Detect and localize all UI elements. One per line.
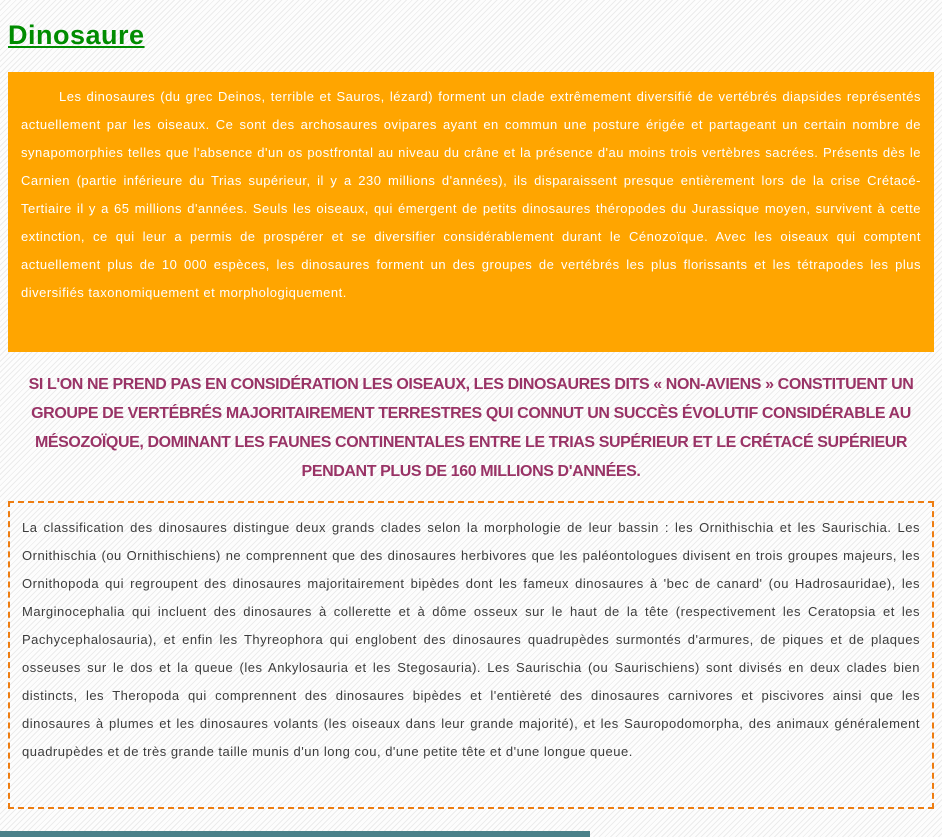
footer-accent-bar: [0, 831, 590, 837]
classification-paragraph: La classification des dinosaures distingue deux grands clades selon la morphologie de leur bassin : les Ornithischia et les Saurischia. Les Ornithischia (ou Ornithischiens) ne comprennent que des dinosaures herbivores que les paléontologues divisent en trois groupes majeurs, les Ornithopoda qui regroupent des dinosaures majoritairement bipèdes dont les fameux dinosaures à 'bec de canard' (ou Hadrosauridae), les Marginocephalia qui incluent des dinosaures à collerette et à dôme osseux sur le haut de la tête (respectivement les Ceratopsia et les Pachycephalosauria), et enfin les Thyreophora qui englobent des dinosaures quadrupèdes surmontés d'armures, de piques et de plaques osseuses sur le dos et la queue (les Ankylosauria et les Stegosauria). Les Saurischia (ou Saurischiens) sont divisés en deux clades bien distincts, les Theropoda qui comprennent des dinosaures bipèdes et l'entièreté des dinosaures carnivores et piscivores ainsi que les dinosaures à plumes et les dinosaures volants (les oiseaux dans leur grande majorité), et les Sauropodomorpha, des animaux généralement quadrupèdes et de très grande taille munis d'un long cou, d'une petite tête et d'une longue queue.: [22, 520, 920, 759]
intro-paragraph: Les dinosaures (du grec Deinos, terrible et Sauros, lézard) forment un clade extrêmement diversifié de vertébrés diapsides représentés actuellement par les oiseaux. Ce sont des archosaures ovipares ayant en commun une posture érigée et partageant un certain nombre de synapomorphies telles que l'absence d'un os postfrontal au niveau du crâne et la présence d'au moins trois vertèbres sacrées. Présents dès le Carnien (partie inférieure du Trias supérieur, il y a 230 millions d'années), ils disparaissent presque entièrement lors de la crise Crétacé-Tertiaire il y a 65 millions d'années. Seuls les oiseaux, qui émergent de petits dinosaures théropodes du Jurassique moyen, survivent à cette extinction, ce qui leur a permis de prospérer et se diversifier considérablement durant le Cénozoïque. Avec les oiseaux qui comptent actuellement plus de 10 000 espèces, les dinosaures forment un des groupes de vertébrés les plus florissants et les tétrapodes les plus diversifiés taxonomiquement et morphologiquement.: [21, 89, 921, 300]
page-title: Dinosaure: [8, 20, 145, 50]
classification-box: [8, 501, 934, 809]
emphasis-heading: SI L'ON NE PREND PAS EN CONSIDÉRATION LES OISEAUX, LES DINOSAURES DITS « NON-AVIENS » CONSTITUENT UN GROUPE DE VERTÉBRÉS MAJORITAIREMENT TERRESTRES QUI CONNUT UN SUCCÈS ÉVOLUTIF CONSIDÉRABLE AU MÉSOZOÏQUE, DOMINANT LES FAUNES CONTINENTALES ENTRE LE TRIAS SUPÉRIEUR ET LE CRÉTACÉ SUPÉRIEUR PENDANT PLUS DE 160 MILLIONS D'ANNÉES.: [28, 376, 914, 480]
intro-box: [8, 72, 934, 352]
